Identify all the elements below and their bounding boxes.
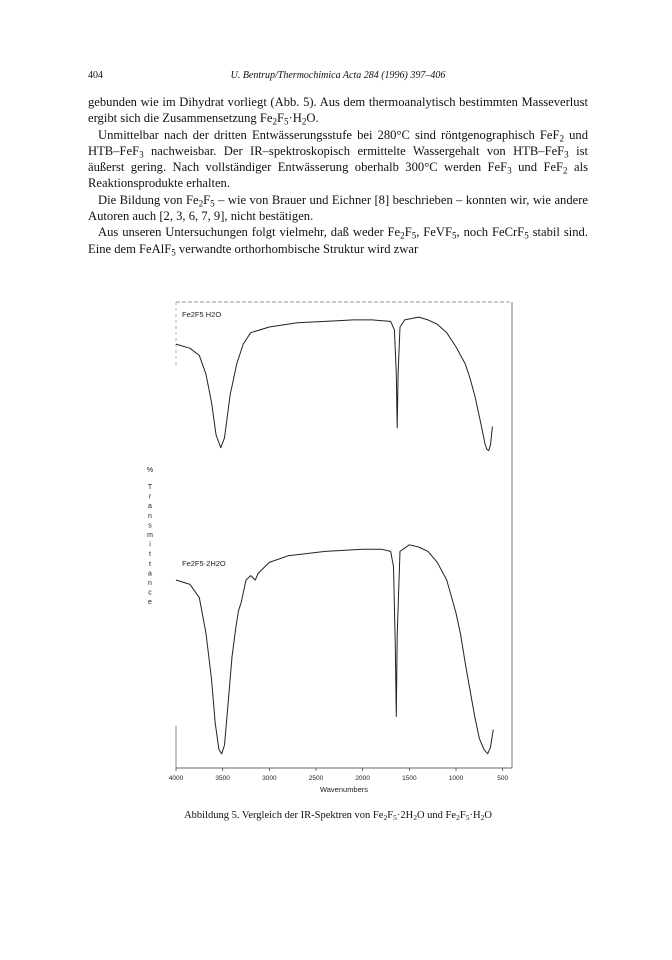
- running-head: U. Bentrup/Thermochimica Acta 284 (1996) 397–406: [230, 70, 446, 81]
- y-axis-label-letter: r: [148, 493, 152, 501]
- paragraph-1: gebunden wie im Dihydrat vorliegt (Abb. 5). Aus dem thermoanalytisch bestimmten Masseverlust ergibt sich die Zusammensetzung $Fe_2F_5\cdot H_2O$.: [88, 95, 588, 127]
- page-number: 404: [88, 70, 103, 81]
- ir-spectra-figure: [140, 296, 540, 804]
- x-tick-label: 3000: [262, 775, 277, 782]
- spectrum-line-2: [176, 545, 493, 754]
- x-tick-label: 2000: [355, 775, 370, 782]
- x-tick-label: 500: [497, 775, 509, 782]
- y-axis-label-letter: n: [148, 512, 152, 520]
- y-axis-label-letter: m: [147, 532, 153, 539]
- y-axis-label-letter: T: [147, 484, 153, 491]
- y-axis-label-letter: t: [149, 560, 151, 568]
- body-text: [88, 94, 588, 257]
- x-tick-label: 1500: [402, 775, 417, 782]
- y-axis-label-letter: t: [149, 551, 151, 559]
- paragraph-2: Unmittelbar nach der dritten Entwässerungsstufe bei 280°C sind röntgenographisch FeF$_2$ und HTB–FeF$_3$ nachweisbar. Der IR–spektroskopisch ermittelte Wassergehalt von HTB–FeF$_3$ ist äußerst gering. Nach vollständiger Entwässerung oberhalb 300°C werden FeF$_3$ und FeF$_2$ als Reaktionsprodukte erhalten.: [88, 127, 588, 191]
- series-label-1: Fe2F5 H2O: [182, 310, 222, 319]
- x-axis-label: Wavenumbers: [319, 785, 369, 794]
- x-tick-label: 1000: [448, 775, 464, 782]
- page-header: [88, 70, 588, 86]
- y-axis-label-letter: s: [148, 522, 152, 530]
- figure-caption: Abbildung 5. Vergleich der IR-Spektren von $Fe_2F_5\cdot 2H_2O$ und $Fe_2F_5\cdot H_2O$: [184, 810, 492, 822]
- y-axis-label-letter: a: [148, 503, 152, 511]
- x-tick-label: 2500: [308, 775, 324, 782]
- y-axis-label-letter: i: [149, 541, 151, 549]
- x-tick-label: 3500: [215, 775, 230, 782]
- y-axis-label-letter: a: [148, 570, 152, 578]
- paragraph-4: Aus unseren Untersuchungen folgt vielmehr, daß weder $Fe_2F_5$, FeVF$_5$, noch FeCrF$_5$ stabil sind. Eine dem FeAlF$_5$ verwandte orthorhombische Struktur wird zwar: [88, 225, 588, 257]
- paragraph-3: Die Bildung von $Fe_2F_5$ – wie von Brauer und Eichner [8] beschrieben – konnten wir, wie andere Autoren auch [2, 3, 6, 7, 9], nicht bestätigen.: [88, 192, 588, 224]
- y-axis-label: [147, 467, 153, 606]
- y-axis-label-letter: n: [148, 580, 152, 587]
- y-axis-label-percent: %: [146, 467, 154, 474]
- y-axis-label-letter: e: [148, 599, 152, 607]
- ir-spectra-chart: [140, 296, 540, 804]
- spectrum-line-1: [176, 317, 492, 451]
- series-label-2: Fe2F5·2H2O: [182, 559, 226, 568]
- y-axis-label-letter: c: [148, 589, 152, 597]
- x-tick-label: 4000: [168, 775, 184, 782]
